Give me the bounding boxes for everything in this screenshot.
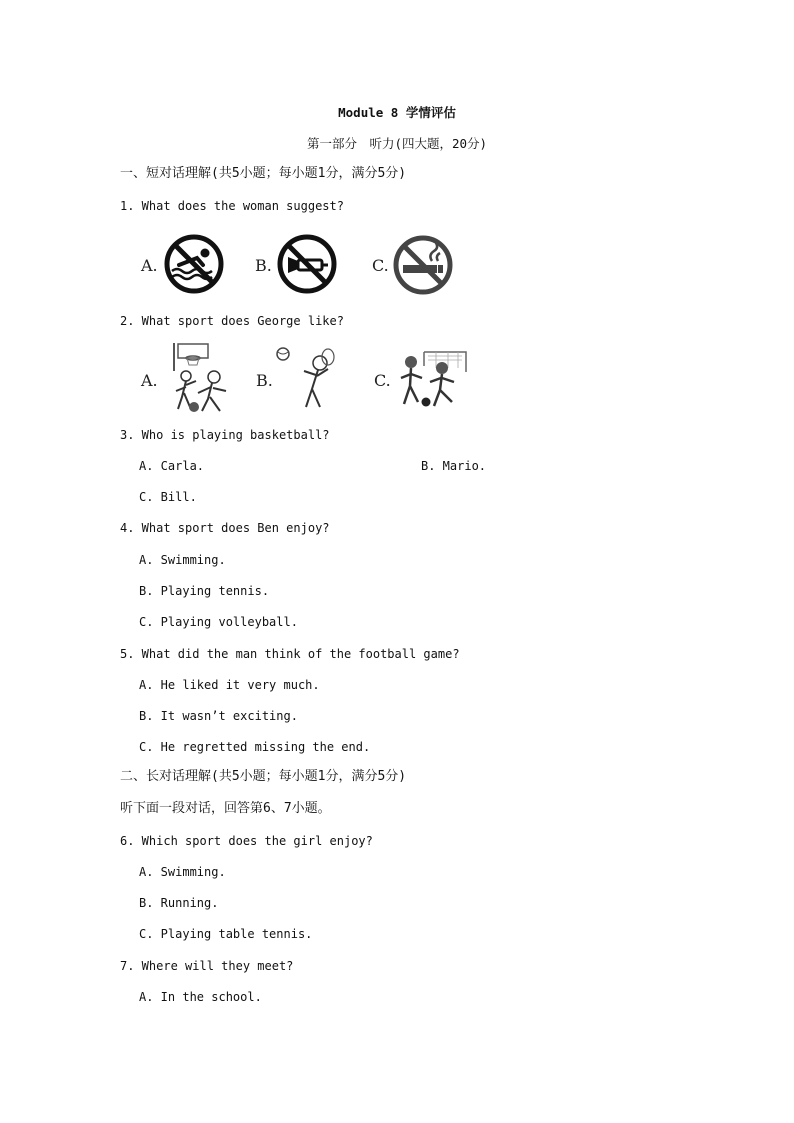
q6-option-c[interactable]: C. Playing table tennis.: [139, 927, 313, 941]
no-honking-icon[interactable]: [276, 233, 338, 295]
question-4: 4. What sport does Ben enjoy?: [120, 521, 330, 535]
q3-option-a[interactable]: A. Carla.: [139, 459, 205, 473]
question-2: 2. What sport does George like?: [120, 314, 344, 328]
question-6: 6. Which sport does the girl enjoy?: [120, 834, 373, 848]
football-players-image[interactable]: [396, 346, 470, 412]
q5-option-b[interactable]: B. It wasn’t exciting.: [139, 709, 298, 723]
section-2-instruction: 听下面一段对话，回答第6、7小题。: [120, 801, 331, 816]
section-1-heading: 一、短对话理解(共5小题；每小题1分，满分5分): [120, 166, 407, 181]
q3-option-b[interactable]: B. Mario.: [421, 459, 487, 473]
q6-option-b[interactable]: B. Running.: [139, 896, 219, 910]
q1-option-a-label[interactable]: A.: [141, 256, 158, 275]
no-smoking-icon[interactable]: [392, 234, 454, 296]
question-5: 5. What did the man think of the football game?: [120, 647, 460, 661]
q3-option-c[interactable]: C. Bill.: [139, 490, 197, 504]
q2-option-a-label[interactable]: A.: [141, 371, 158, 390]
q1-option-b-label[interactable]: B.: [255, 256, 272, 275]
q5-option-c[interactable]: C. He regretted missing the end.: [139, 740, 371, 754]
q6-option-a[interactable]: A. Swimming.: [139, 865, 226, 879]
q4-option-a[interactable]: A. Swimming.: [139, 553, 226, 567]
q4-option-c[interactable]: C. Playing volleyball.: [139, 615, 298, 629]
q5-option-a[interactable]: A. He liked it very much.: [139, 678, 320, 692]
basketball-players-image[interactable]: [168, 341, 240, 416]
q7-option-a[interactable]: A. In the school.: [139, 990, 262, 1004]
page-subtitle: 第一部分 听力(四大题，20分): [306, 136, 488, 151]
q2-option-b-label[interactable]: B.: [256, 371, 273, 390]
q4-option-b[interactable]: B. Playing tennis.: [139, 584, 270, 598]
q1-option-c-label[interactable]: C.: [372, 256, 389, 275]
tennis-player-image[interactable]: [274, 345, 340, 413]
q2-option-c-label[interactable]: C.: [374, 371, 391, 390]
question-3: 3. Who is playing basketball?: [120, 428, 330, 442]
page-title: Module 8 学情评估: [338, 105, 456, 120]
question-1: 1. What does the woman suggest?: [120, 199, 344, 213]
section-2-heading: 二、长对话理解(共5小题；每小题1分，满分5分): [120, 769, 407, 784]
no-swimming-icon[interactable]: [163, 233, 225, 295]
question-7: 7. Where will they meet?: [120, 959, 294, 973]
